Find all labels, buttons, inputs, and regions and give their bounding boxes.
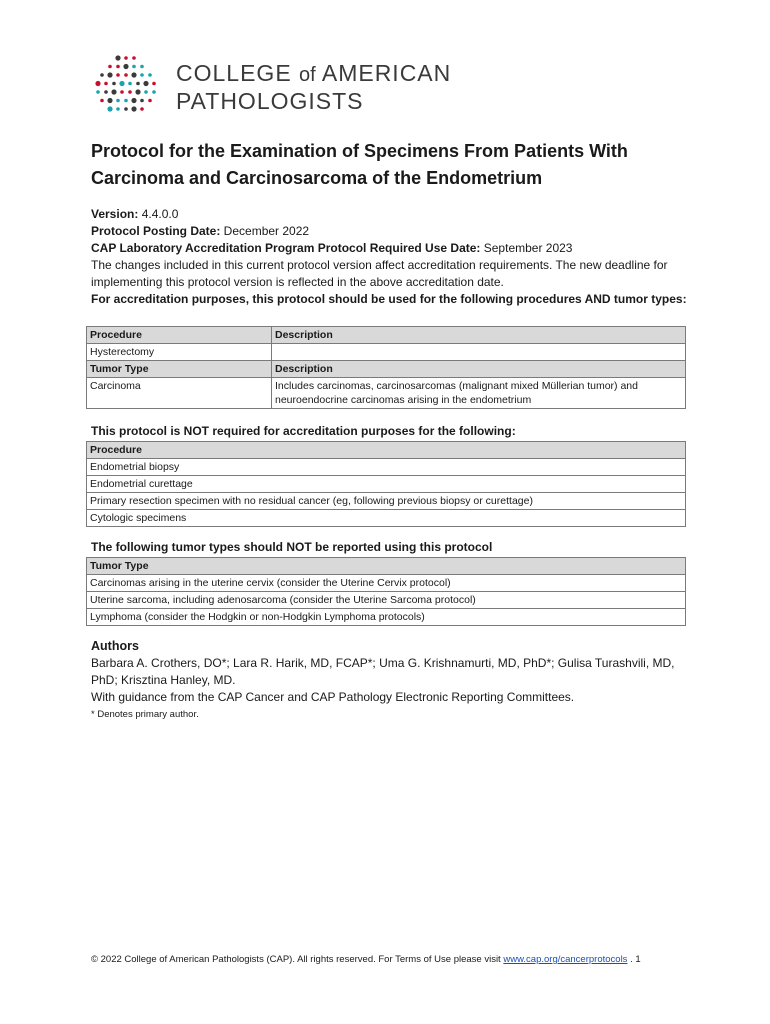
logo-dot <box>120 90 124 94</box>
logo-line2: PATHOLOGISTS <box>176 88 364 114</box>
table-row: Uterine sarcoma, including adenosarcoma (consider the Uterine Sarcoma protocol) <box>87 592 686 609</box>
not-required-table <box>86 441 686 527</box>
table-row: Endometrial curettage <box>87 476 686 493</box>
posting-value: December 2022 <box>220 224 310 238</box>
logo-dot <box>140 73 144 77</box>
logo-dot <box>116 65 120 69</box>
logo-dot <box>124 56 128 60</box>
required-value: September 2023 <box>480 241 573 255</box>
logo-dot <box>131 72 136 77</box>
logo-dot <box>143 81 148 86</box>
logo-dot <box>112 82 116 86</box>
logo-dot <box>140 99 144 103</box>
procedure-cell: Hysterectomy <box>87 344 272 361</box>
table2-header: Procedure <box>87 442 686 459</box>
not-reported-table <box>86 557 686 626</box>
table3-header: Tumor Type <box>87 558 686 575</box>
logo-dot <box>96 90 100 94</box>
logo-dot <box>116 73 120 77</box>
logo-text <box>176 60 451 114</box>
logo-dot <box>140 107 144 111</box>
footer <box>91 954 691 965</box>
table-row: Carcinomas arising in the uterine cervix (consider the Uterine Cervix protocol) <box>87 575 686 592</box>
logo-dot <box>144 90 148 94</box>
logo-dot <box>132 56 136 60</box>
logo-dot <box>107 98 112 103</box>
tumor-desc-cell: Includes carcinomas, carcinosarcomas (malignant mixed Müllerian tumor) and neuroendocrine carcinomas arising in the endometrium <box>272 378 686 409</box>
posting-label: Protocol Posting Date: <box>91 224 221 238</box>
authors-heading: Authors <box>91 639 139 653</box>
table-row: Lymphoma (consider the Hodgkin or non-Hodgkin Lymphoma protocols) <box>87 609 686 626</box>
tumor-cell: Carcinoma <box>87 378 272 409</box>
section-not-reported: The following tumor types should NOT be reported using this protocol <box>91 540 493 554</box>
authors-guidance: With guidance from the CAP Cancer and CAP Pathology Electronic Reporting Committees. <box>91 690 575 704</box>
logo-dot <box>108 65 112 69</box>
logo-line1b: AMERICAN <box>315 60 452 86</box>
logo-dot <box>95 81 100 86</box>
logo-dot <box>107 106 112 111</box>
logo-line1: COLLEGE <box>176 60 300 86</box>
logo-dot <box>116 107 120 111</box>
footer-text: © 2022 College of American Pathologists (CAP). All rights reserved. For Terms of Use please visit <box>91 954 504 965</box>
logo-dot <box>111 89 116 94</box>
logo-dot <box>128 90 132 94</box>
version-label: Version: <box>91 207 139 221</box>
logo-dot <box>100 99 104 103</box>
protocol-meta <box>91 206 691 308</box>
logo-dot <box>115 55 120 60</box>
authors-note: * Denotes primary author. <box>91 709 199 720</box>
cap-logo <box>94 54 494 120</box>
logo-dot <box>152 82 156 86</box>
logo-dot <box>131 98 136 103</box>
logo-dot <box>135 89 140 94</box>
logo-dot <box>107 72 112 77</box>
logo-dot <box>123 64 128 69</box>
logo-dot <box>152 90 156 94</box>
logo-dot <box>104 82 108 86</box>
logo-dot <box>148 99 152 103</box>
logo-dot <box>140 65 144 69</box>
description-header-2: Description <box>272 361 686 378</box>
section-not-required: This protocol is NOT required for accreditation purposes for the following: <box>91 424 516 438</box>
logo-dot <box>124 107 128 111</box>
logo-dot <box>148 73 152 77</box>
logo-dot <box>116 99 120 103</box>
changes-text: The changes included in this current protocol version affect accreditation requirements. The new deadline for implementing this protocol version is reflected in the above accreditation date. <box>91 258 668 289</box>
version-value: 4.4.0.0 <box>138 207 179 221</box>
logo-dot <box>136 82 140 86</box>
procedure-header: Procedure <box>87 327 272 344</box>
procedure-desc-cell <box>272 344 686 361</box>
tumor-type-header: Tumor Type <box>87 361 272 378</box>
logo-dot <box>132 65 136 69</box>
table-row: Cytologic specimens <box>87 510 686 527</box>
purposes-text: For accreditation purposes, this protocol should be used for the following procedures AND tumor types: <box>91 292 687 306</box>
required-label: CAP Laboratory Accreditation Program Protocol Required Use Date: <box>91 241 481 255</box>
logo-dot <box>128 82 132 86</box>
table-row: Endometrial biopsy <box>87 459 686 476</box>
page-title: Protocol for the Examination of Specimens From Patients With Carcinoma and Carcinosarcoma of the Endometrium <box>91 141 628 188</box>
logo-dot <box>124 99 128 103</box>
cancer-protocols-link[interactable]: www.cap.org/cancerprotocols <box>503 954 628 965</box>
logo-dot <box>104 90 108 94</box>
page-number: . 1 <box>627 954 641 965</box>
authors-names: Barbara A. Crothers, DO*; Lara R. Harik, MD, FCAP*; Uma G. Krishnamurti, MD, PhD*; Gulisa Turashvili, MD, PhD; Krisztina Hanley, MD. <box>91 656 675 687</box>
table-row: Primary resection specimen with no residual cancer (eg, following previous biopsy or curettage) <box>87 493 686 510</box>
logo-dot <box>119 81 124 86</box>
logo-dot <box>100 73 104 77</box>
accreditation-table <box>86 326 686 409</box>
authors-section <box>91 638 691 723</box>
logo-of: of <box>299 64 316 86</box>
logo-dot <box>124 73 128 77</box>
logo-dot <box>131 106 136 111</box>
dot-logo-icon <box>94 54 164 120</box>
description-header: Description <box>272 327 686 344</box>
